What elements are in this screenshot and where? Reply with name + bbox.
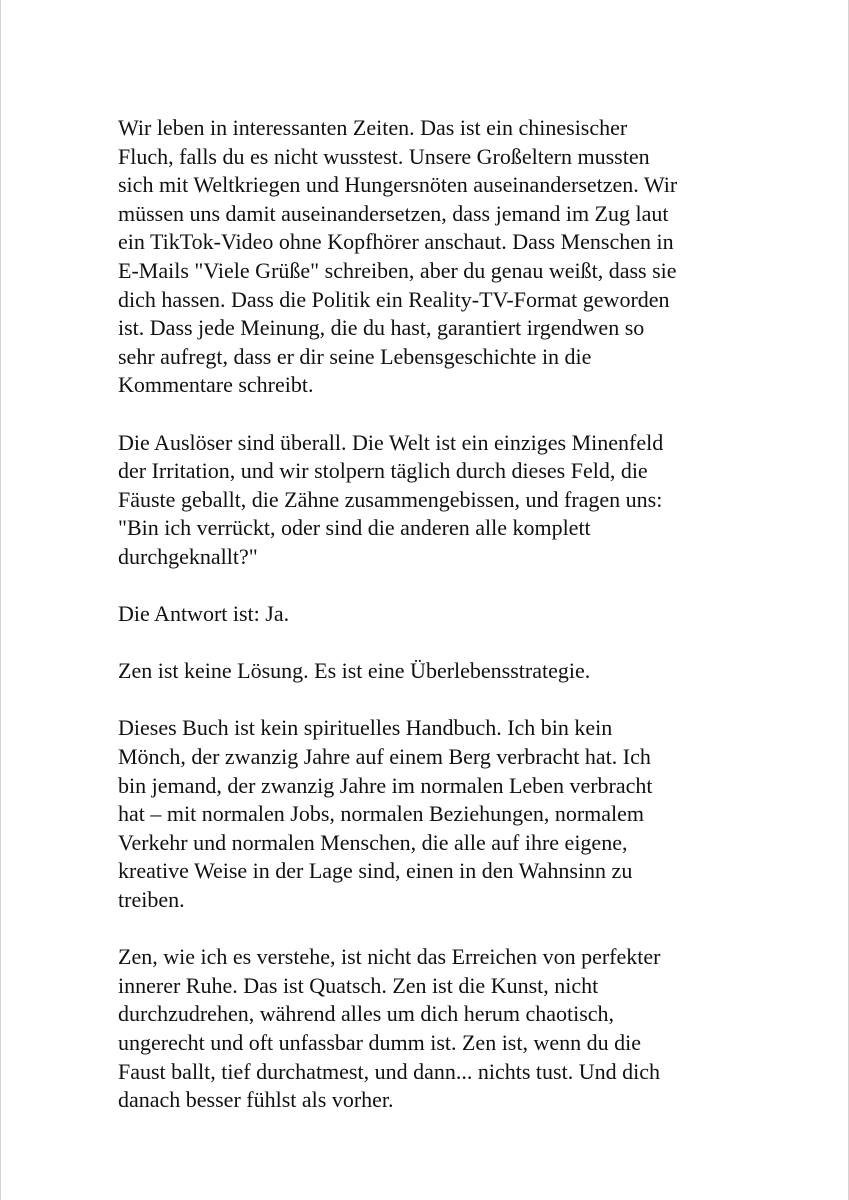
paragraph-5: Dieses Buch ist kein spirituelles Handbuch. Ich bin kein Mönch, der zwanzig Jahre auf einem Berg verbracht hat. Ich bin jemand, der zwanzig Jahre im normalen Leben verbracht hat – mit normalen Jobs, normalen Beziehungen, normalem Verkehr und normalen Menschen, die alle auf ihre eigene, kreative Weise in der Lage sind, einen in den Wahnsinn zu treiben. (118, 715, 653, 913)
body-text (118, 114, 758, 1115)
paragraph-2: Die Auslöser sind überall. Die Welt ist ein einziges Minenfeld der Irritation, und wir stolpern täglich durch dieses Feld, die Fäuste geballt, die Zähne zusammengebissen, und fragen uns: "Bin ich verrückt, oder sind die anderen alle komplett durchgeknallt?" (118, 429, 664, 569)
paragraph-6: Zen, wie ich es verstehe, ist nicht das Erreichen von perfekter innerer Ruhe. Das ist Quatsch. Zen ist die Kunst, nicht durchzudrehen, während alles um dich herum chaotisch, ungerecht und oft unfassbar dumm ist. Zen ist, wenn du die Faust ballt, tief durchatmest, und dann... nichts tust. Und dich danach besser fühlst als vorher. (118, 944, 661, 1113)
paragraph-1: Wir leben in interessanten Zeiten. Das ist ein chinesischer Fluch, falls du es nicht wusstest. Unsere Großeltern mussten sich mit Weltkriegen und Hungersnöten auseinandersetzen. Wir müssen uns damit auseinandersetzen, dass jemand im Zug laut ein TikTok-Video ohne Kopfhörer anschaut. Dass Menschen in E-Mails "Viele Grüße" schreiben, aber du genau weißt, dass sie dich hassen. Dass die Politik ein Reality-TV-Format geworden ist. Dass jede Meinung, die du hast, garantiert irgendwen so sehr aufregt, dass er dir seine Lebensgeschichte in die Kommentare schreibt. (118, 115, 678, 398)
paragraph-4: Zen ist keine Lösung. Es ist eine Überlebensstrategie. (118, 658, 591, 684)
paragraph-3: Die Antwort ist: Ja. (118, 601, 290, 627)
